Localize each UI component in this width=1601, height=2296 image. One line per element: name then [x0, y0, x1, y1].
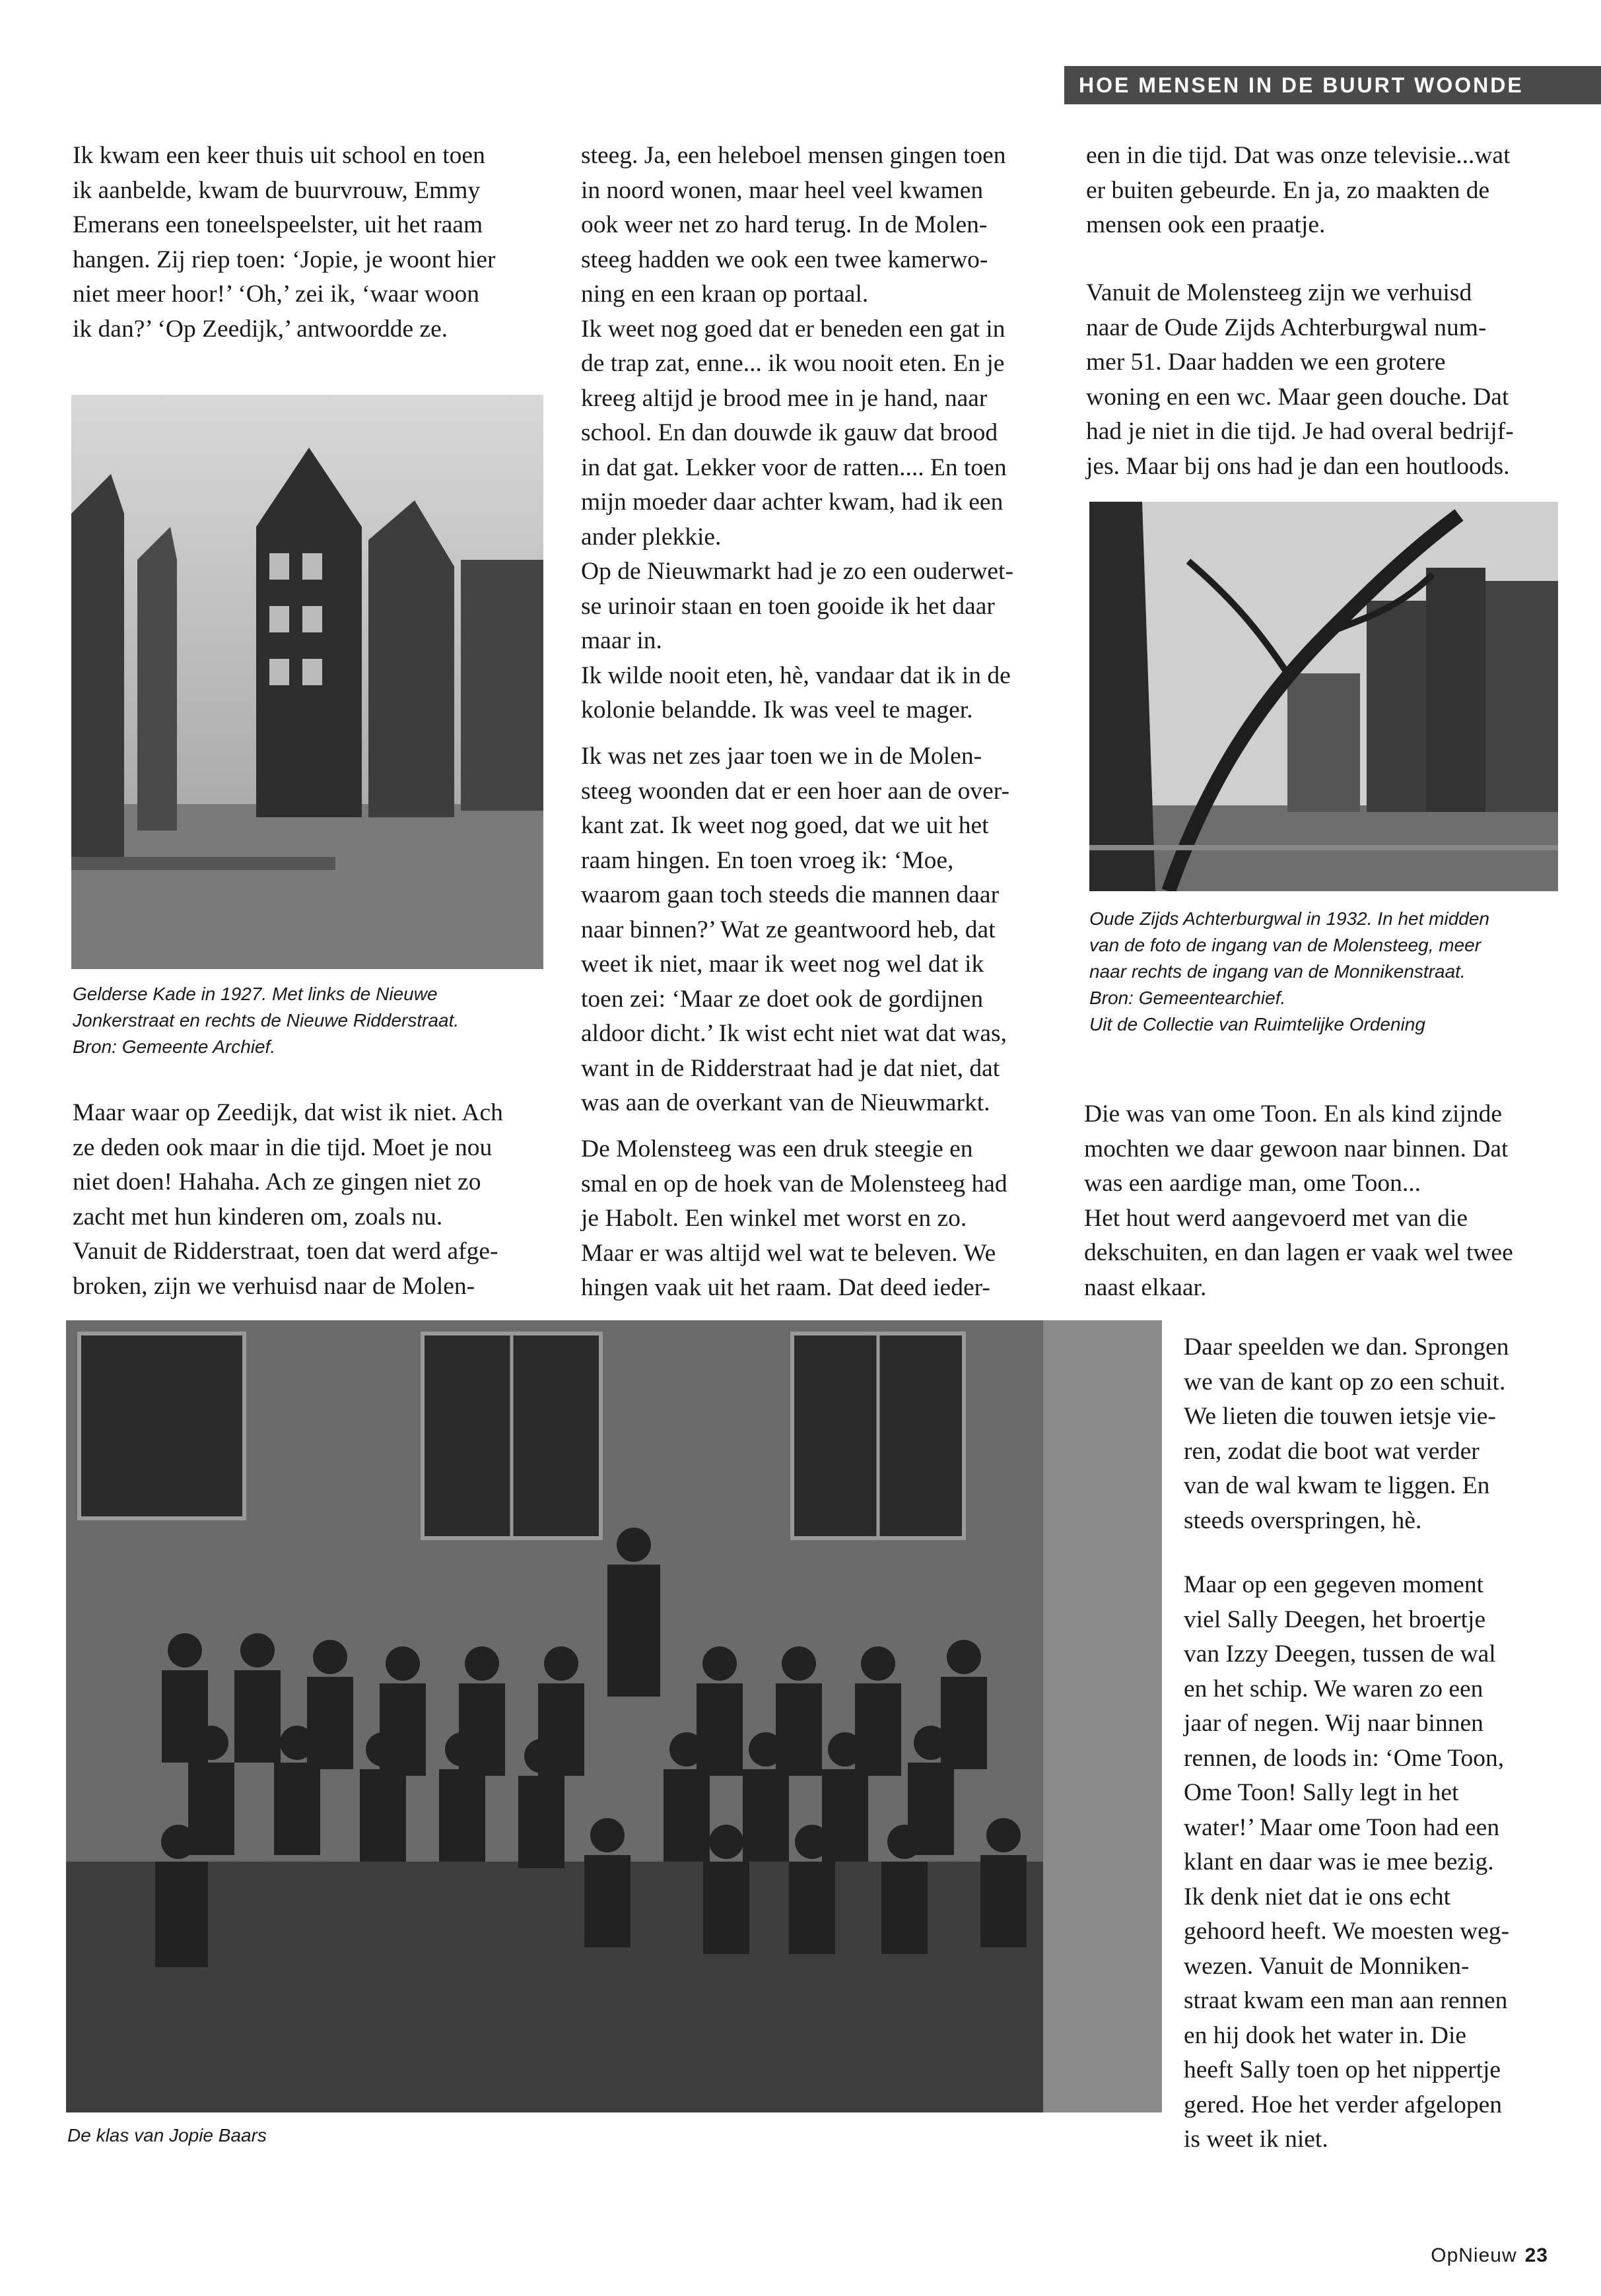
section-header: HOE MENSEN IN DE BUURT WOONDE: [1064, 66, 1601, 104]
left-column-bottom-text: Maar waar op Zeedijk, dat wist ik niet. Ach ze deden ook maar in die tijd. Moet je nou niet doen! Hahaha. Ach ze gingen niet zo zacht met hun kinderen om, zoals nu. Vanuit de Ridderstraat, toen dat werd afge- broken, zijn we verhuisd naar de Molen-: [73, 1099, 503, 1300]
right-column-text-2: Vanuit de Molensteeg zijn we verhuisd naar de Oude Zijds Achterburgwal num- mer 51. Daar hadden we een grotere woning en een wc. Maar geen douche. Dat had je niet in die tijd. Je had overal bedrijf- jes. Maar bij ons had je dan een houtloods.: [1086, 279, 1514, 480]
right-column-text-5: Maar op een gegeven moment viel Sally Deegen, het broertje van Izzy Deegen, tussen de wal en het schip. We waren zo een jaar of negen. Wij naar binnen rennen, de loods in: ‘Ome Toon, Ome Toon! Sally legt in het water!’ Maar ome Toon had een klant en daar was ie mee bezig. Ik denk niet dat ie ons echt gehoord heeft. We moesten weg- wezen. Vanuit de Monniken- straat kwam een man aan rennen en hij dook het water in. Die heeft Sally toen op het nippertje gered. Hoe het verder afgelopen is weet ik niet.: [1184, 1571, 1509, 2153]
page-footer: [1431, 2245, 1548, 2267]
right-column-text-3: Die was van ome Toon. En als kind zijnde mochten we daar gewoon naar binnen. Dat was een aardige man, ome Toon... Het hout werd aangevoerd met van die dekschuiten, en dan lagen er vaak wel twee naast elkaar.: [1084, 1100, 1513, 1301]
page-number: 23: [1524, 2245, 1548, 2266]
caption-oude-zijds-achterburgwal: Oude Zijds Achterburgwal in 1932. In het midden van de foto de ingang van de Molensteeg, meer naar rechts de ingang van de Monnikenstraat. Bron: Gemeentearchief. Uit de Collectie van Ruimtelijke Ordening: [1089, 908, 1489, 1034]
middle-column-text-1: steeg. Ja, een heleboel mensen gingen toen in noord wonen, maar heel veel kwamen ook weer net zo hard terug. In de Molen- steeg hadden we ook een twee kamerwo- ning en een kraan op portaal. Ik weet nog goed dat er beneden een gat in de trap zat, enne... ik wou nooit eten. En je kreeg altijd je brood mee in je hand, naar school. En dan douwde ik gauw dat brood in dat gat. Lekker voor de ratten.... En toen mijn moeder daar achter kwam, had ik een ander plekkie. Op de Nieuwmarkt had je zo een ouderwet- se urinoir staan en toen gooide ik het daar maar in. Ik wilde nooit eten, hè, vandaar dat ik in de kolonie belandde. Ik was veel te mager.: [581, 142, 1013, 724]
photo-oude-zijds-achterburgwal: [1089, 502, 1558, 891]
left-column-top-text: Ik kwam een keer thuis uit school en toen ik aanbelde, kwam de buurvrouw, Emmy Emerans een toneelspeelster, uit het raam hangen. Zij riep toen: ‘Jopie, je woont hier niet meer hoor!’ ‘Oh,’ zei ik, ‘waar woon ik dan?’ ‘Op Zeedijk,’ antwoordde ze.: [73, 142, 496, 343]
right-column-text-1: een in die tijd. Dat was onze televisie...wat er buiten gebeurde. En ja, zo maakten de mensen ook een praatje.: [1086, 142, 1511, 238]
caption-class-photo: De klas van Jopie Baars: [67, 2125, 267, 2145]
photo-gelderse-kade: [71, 395, 543, 969]
magazine-name: OpNieuw: [1431, 2245, 1517, 2266]
middle-column-text-2: Ik was net zes jaar toen we in de Molen- steeg woonden dat er een hoer aan de over- kant zat. Ik weet nog goed, dat we uit het raam hingen. En toen vroeg ik: ‘Moe, waarom gaan toch steeds die mannen daar naar binnen?’ Wat ze geantwoord heb, dat weet ik niet, maar ik weet nog wel dat ik toen zei: ‘Maar ze doet ook de gordijnen aldoor dicht.’ Ik wist echt niet wat dat was, want in de Ridderstraat had je dat niet, dat was aan de overkant van de Nieuwmarkt.: [581, 743, 1009, 1116]
right-column-text-4: Daar speelden we dan. Sprongen we van de kant op zo een schuit. We lieten die touwen ietsje vie- ren, zodat die boot wat verder van de wal kwam te liggen. En steeds overspringen, hè.: [1184, 1334, 1509, 1534]
photo-class-jopie-baars: [66, 1320, 1162, 2112]
caption-gelderse-kade: Gelderse Kade in 1927. Met links de Nieuwe Jonkerstraat en rechts de Nieuwe Ridderstraat. Bron: Gemeente Archief.: [73, 984, 460, 1057]
middle-column-text-3: De Molensteeg was een druk steegie en smal en op de hoek van de Molensteeg had je Habolt. Een winkel met worst en zo. Maar er was altijd wel wat te beleven. We hingen vaak uit het raam. Dat deed ieder-: [581, 1135, 1007, 1301]
